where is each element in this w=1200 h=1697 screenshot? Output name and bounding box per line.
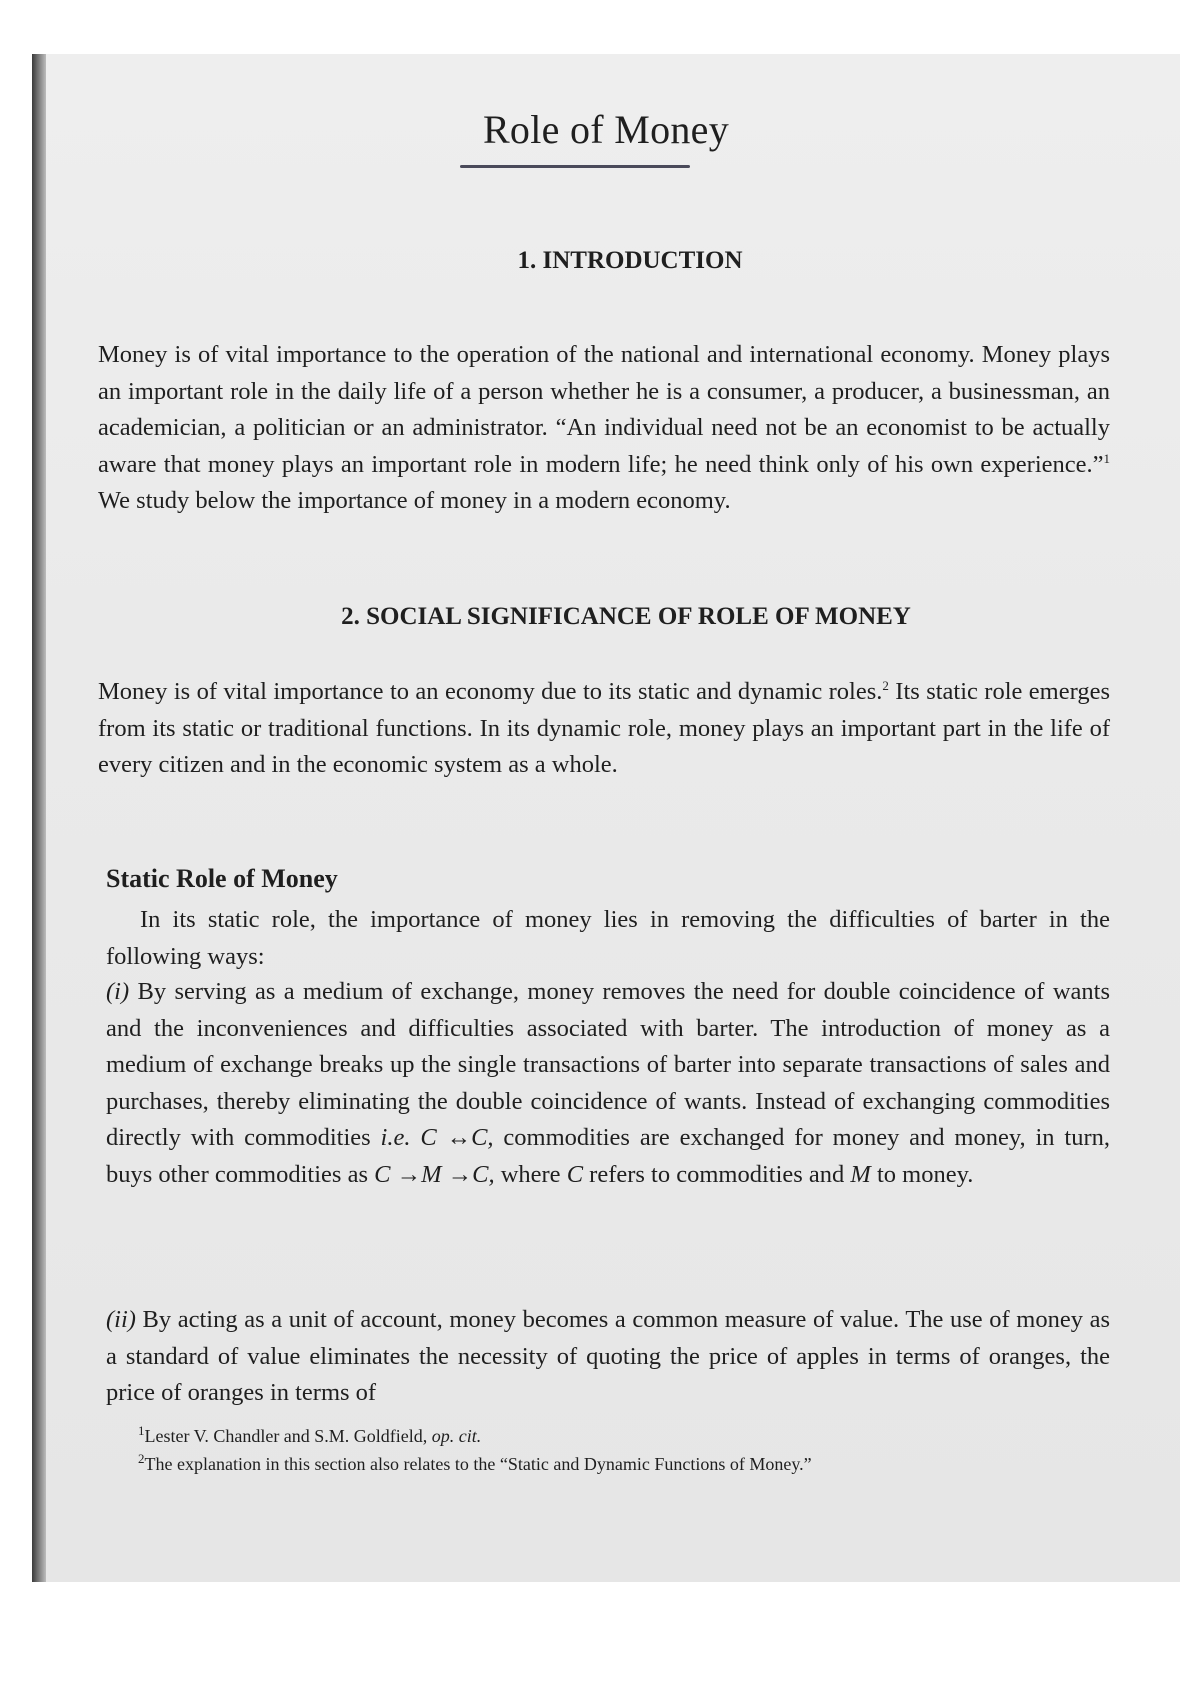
footnote-ref-1: 1 <box>1103 450 1110 466</box>
list-item-text: By acting as a unit of account, money becomes a common measure of value. The use of money as a standard of value eliminates the necessity of quoting the price of apples in terms of oranges, the price of oranges in terms of <box>106 1306 1110 1406</box>
social-significance-text-end: Its static role emerges from its static or traditional functions. In its dynamic role, money plays an important part in the life of every citizen and in the economic system as a whole. <box>98 678 1110 778</box>
abbreviation-ie: i.e. <box>380 1124 411 1151</box>
list-item-text-end: to money. <box>870 1160 974 1188</box>
footnote-1 <box>138 1422 1108 1450</box>
page-title: Role of Money <box>482 107 730 152</box>
subheading-static-role: Static Role of Money <box>106 864 338 893</box>
footnote-mark: 1 <box>138 1423 145 1438</box>
list-item-text: By serving as a medium of exchange, money removes the need for double coincidence of wants and the inconveniences and difficulties associated with barter. The introduction of money as a medium of exchange breaks up the single transactions of barter into separate transactions of sales and purchases, thereby eliminating the double coincidence of wants. Instead of exchanging commodities directly with commodities <box>106 978 1110 1151</box>
section-heading-introduction: 1. INTRODUCTION <box>517 247 743 274</box>
formula-money-exchange: C →M →C, <box>374 1160 495 1188</box>
section-heading-social-significance: 2. SOCIAL SIGNIFICANCE OF ROLE OF MONEY <box>341 603 911 630</box>
static-role-intro-text: In its static role, the importance of money lies in removing the difficulties of barter in the following ways: <box>106 906 1110 970</box>
title-underline <box>460 165 690 168</box>
formula-barter: C ↔C, <box>420 1124 494 1151</box>
variable-c: C <box>566 1160 584 1188</box>
social-significance-paragraph <box>98 674 1110 784</box>
variable-m: M <box>850 1160 871 1188</box>
document-page <box>32 54 1180 1582</box>
footnote-mark: 2 <box>138 1451 145 1466</box>
list-item-text-where: where <box>494 1160 567 1188</box>
footnotes <box>138 1422 1108 1478</box>
list-item-number: (i) <box>106 978 130 1005</box>
social-significance-text: Money is of vital importance to an economy due to its static and dynamic roles. <box>98 678 883 705</box>
list-item-number: (ii) <box>106 1306 136 1333</box>
footnote-text: The explanation in this section also relates to the “Static and Dynamic Functions of Money.” <box>144 1454 812 1474</box>
introduction-paragraph <box>98 337 1110 520</box>
list-item <box>106 1302 1110 1412</box>
footnote-2 <box>138 1450 1108 1478</box>
introduction-text-end: We study below the importance of money in a modern economy. <box>98 487 731 514</box>
introduction-text: Money is of vital importance to the operation of the national and international economy. Money plays an important role in the daily life of a person whether he is a consumer, a producer, a businessman, an academician, a politician or an administrator. “An individual need not be an economist to be actually aware that money plays an important role in modern life; he need think only of his own experience.” <box>98 341 1110 478</box>
footnote-citation: op. cit. <box>431 1426 482 1446</box>
footnote-text: Lester V. Chandler and S.M. Goldfield, <box>144 1426 432 1446</box>
list-item-text-refers: refers to commodities and <box>583 1160 851 1188</box>
list-item-text-mid: commodities are exchanged for money and money, in turn, buys other commodities as <box>106 1124 1111 1188</box>
page-binding-edge <box>32 54 46 1582</box>
footnote-ref-2: 2 <box>882 677 889 693</box>
static-role-intro <box>106 902 1110 975</box>
list-item <box>106 974 1110 1193</box>
